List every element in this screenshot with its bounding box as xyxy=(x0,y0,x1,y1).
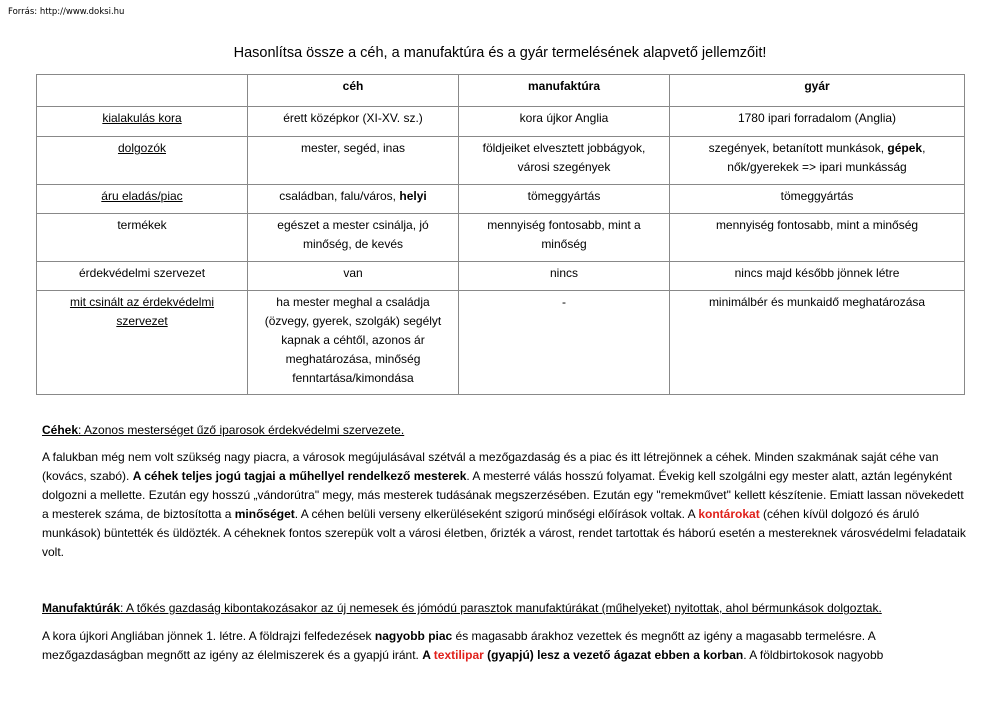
table-cell: földjeiket elvesztett jobbágyok, városi szegények xyxy=(459,137,670,185)
para-red-text: textilipar xyxy=(433,648,484,662)
table-cell: kora újkor Anglia xyxy=(459,107,670,137)
table-cell: tömeggyártás xyxy=(459,185,670,214)
table-cell xyxy=(248,185,459,214)
para-bold-text: minőséget xyxy=(234,507,295,521)
para-text: A falukban még nem volt szükség nagy piacra, a városok megújulásával szétvál a mezőgazdaság és a piac és itt létrejönnek a céhek. Minden szakmának saját céhe van (kovács, szabó). xyxy=(42,450,939,483)
para-text: és magasabb árakhoz vezettek és megnőtt az igény a magasabb termelésre. A mezőgazdaságban megnőtt az igény az élelmiszerek és a gyapjú iránt. xyxy=(42,629,876,662)
row-label-text: áru eladás/piac xyxy=(101,189,183,203)
table-row xyxy=(37,291,965,395)
table-cell: mester, segéd, inas xyxy=(248,137,459,185)
table-cell: ha mester meghal a családja (özvegy, gyerek, szolgák) segélyt kapnak a céhtől, azonos ár meghatározása, minőség fenntartása/kimondása xyxy=(248,291,459,395)
table-header-row xyxy=(37,75,965,107)
table-cell: van xyxy=(248,262,459,291)
table-cell: tömeggyártás xyxy=(670,185,965,214)
table-cell: - xyxy=(459,291,670,395)
row-label xyxy=(37,291,248,395)
para-bold-text: A céhek teljes jogú tagjai a műhellyel rendelkező mesterek xyxy=(132,469,467,483)
header-empty xyxy=(37,75,248,107)
para-text: . A mesterré válás hosszú folyamat. Évekig kell szolgálni egy mester alatt, aztán legényként dolgozni a mellette. Ezután egy hosszú „vándorútra" megy, más mesterek tudásának megszerzésében. Ezután egy "remekművet" kellett készítenie. Emiatt lassan növekedett a mesterek száma, de biztosította a xyxy=(42,469,964,521)
row-label xyxy=(37,185,248,214)
comparison-table xyxy=(36,74,965,395)
table-cell xyxy=(670,137,965,185)
row-label-text: dolgozók xyxy=(117,141,167,155)
para-text: . A céhen belüli verseny elkerüléseként szigorú minőségi előírások voltak. A xyxy=(294,507,699,521)
page-title: Hasonlítsa össze a céh, a manufaktúra és a gyár termelésének alapvető jellemzőit! xyxy=(233,45,767,61)
table-cell: mennyiség fontosabb, mint a minőség xyxy=(459,214,670,262)
cehek-heading-line xyxy=(42,423,404,437)
cell-bold-text: gépek xyxy=(887,141,923,155)
para-text: (céhen kívül dolgozó és áruló munkások) büntették és üldözték. A céheknek fontos szerepük volt a városi életben, őrizték a várost, rendet tartottak és háború esetén a mestereknek városvédelmi feladataik volt. xyxy=(42,507,966,559)
cehek-heading xyxy=(42,421,967,440)
header-manufaktura: manufaktúra xyxy=(459,75,670,107)
table-cell: 1780 ipari forradalom (Anglia) xyxy=(670,107,965,137)
row-label: érdekvédelmi szervezet xyxy=(37,262,248,291)
table-cell: érett középkor (XI-XV. sz.) xyxy=(248,107,459,137)
para-red-text: kontárokat xyxy=(698,507,760,521)
manufakturak-paragraph xyxy=(42,627,967,665)
table-cell: egészet a mester csinálja, jó minőség, de kevés xyxy=(248,214,459,262)
header-gyar: gyár xyxy=(670,75,965,107)
cell-text: családban, falu/város, xyxy=(279,189,400,203)
header-ceh: céh xyxy=(248,75,459,107)
manufakturak-heading-line xyxy=(42,601,882,615)
cehek-paragraph xyxy=(42,448,967,562)
cehek-heading-title: Céhek xyxy=(42,423,79,437)
table-cell: mennyiség fontosabb, mint a minőség xyxy=(670,214,965,262)
table-row xyxy=(37,185,965,214)
para-text: A kora újkori Angliában jönnek 1. létre. A földrajzi felfedezések xyxy=(42,629,375,643)
row-label: termékek xyxy=(37,214,248,262)
para-text: . A földbirtokosok nagyobb xyxy=(743,648,884,662)
source-label: Forrás: http://www.doksi.hu xyxy=(8,7,125,17)
table-row xyxy=(37,262,965,291)
cell-bold-text: helyi xyxy=(399,189,427,203)
cell-text: , nők/gyerekek => ipari munkásság xyxy=(727,141,926,174)
para-bold-text: A xyxy=(422,648,434,662)
table-cell: nincs xyxy=(459,262,670,291)
manufakturak-heading xyxy=(42,599,967,618)
row-label-text: mit csinált az érdekvédelmi szervezet xyxy=(69,295,215,328)
row-label-text: kialakulás kora xyxy=(102,111,182,125)
row-label xyxy=(37,107,248,137)
table-row xyxy=(37,214,965,262)
manufakturak-heading-rest: : A tőkés gazdaság kibontakozásakor az új nemesek és jómódú parasztok manufaktúrákat (műhelyeket) nyitottak, ahol bérmunkások dolgoztak. xyxy=(120,601,882,615)
para-bold-text: nagyobb piac xyxy=(374,629,453,643)
cehek-heading-rest: : Azonos mesterséget űző iparosok érdekvédelmi szervezete. xyxy=(78,423,405,437)
row-label xyxy=(37,137,248,185)
cell-text: szegények, betanított munkások, xyxy=(708,141,888,155)
table-row xyxy=(37,137,965,185)
manufakturak-heading-title: Manufaktúrák xyxy=(42,601,121,615)
table-cell: minimálbér és munkaidő meghatározása xyxy=(670,291,965,395)
para-bold-text: (gyapjú) lesz a vezető ágazat ebben a korban xyxy=(483,648,744,662)
table-cell: nincs majd később jönnek létre xyxy=(670,262,965,291)
table-row xyxy=(37,107,965,137)
